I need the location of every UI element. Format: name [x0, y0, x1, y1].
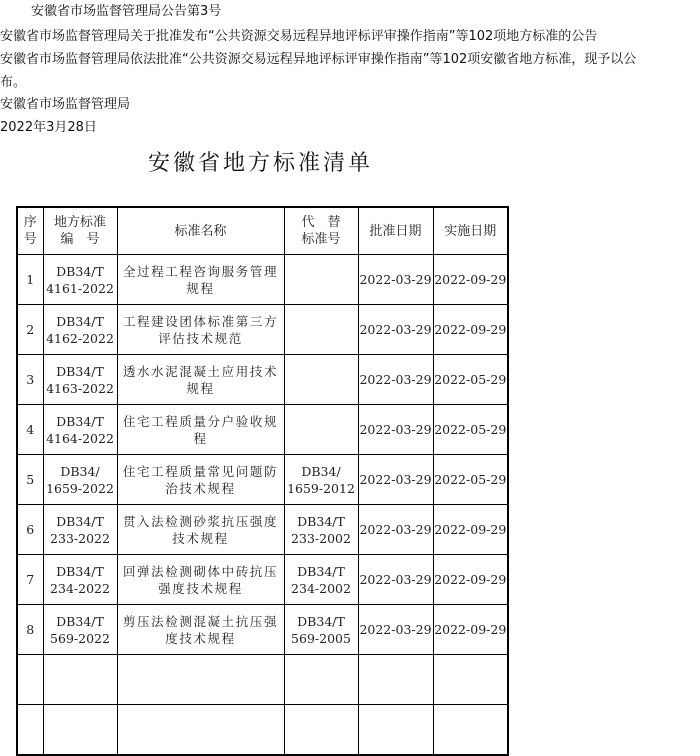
- notice-number: 安徽省市场监督管理局公告第3号: [31, 4, 222, 19]
- cell-name: 住宅工程质量分户验收规程: [117, 405, 284, 455]
- cell-seq: 1: [17, 255, 43, 305]
- cell-implement-date: 2022-05-29: [433, 455, 508, 505]
- cell-approve-date: 2022-03-29: [358, 505, 433, 555]
- cell-replace: DB34/T 569-2005: [284, 605, 358, 655]
- cell-approve-date: 2022-03-29: [358, 555, 433, 605]
- cell-code: DB34/T 4161-2022: [43, 255, 117, 305]
- header-code: 地方标准 编 号: [43, 207, 117, 255]
- table-row: [17, 555, 508, 605]
- cell-implement-date: 2022-09-29: [433, 505, 508, 555]
- issuing-organization: 安徽省市场监督管理局: [0, 97, 131, 112]
- cell-approve-date: 2022-03-29: [358, 305, 433, 355]
- cell-seq: 8: [17, 605, 43, 655]
- document-title: 安徽省地方标准清单: [147, 151, 373, 176]
- cell-code: DB34/T 4163-2022: [43, 355, 117, 405]
- cell-name: 贯入法检测砂浆抗压强度技术规程: [117, 505, 284, 555]
- notice-body-line-2: 布。: [0, 75, 27, 90]
- empty-cell: [433, 705, 508, 755]
- cell-code: DB34/T 233-2022: [43, 505, 117, 555]
- cell-implement-date: 2022-09-29: [433, 555, 508, 605]
- header-approve-date: 批准日期: [358, 207, 433, 255]
- cell-approve-date: 2022-03-29: [358, 405, 433, 455]
- notice-title: 安徽省市场监督管理局关于批准发布“公共资源交易远程异地评标评审操作指南”等102项地方标准的公告: [0, 29, 598, 44]
- cell-implement-date: 2022-09-29: [433, 605, 508, 655]
- cell-replace: [284, 305, 358, 355]
- cell-implement-date: 2022-05-29: [433, 405, 508, 455]
- table-row: [17, 255, 508, 305]
- cell-name: 工程建设团体标准第三方评估技术规范: [117, 305, 284, 355]
- header-implement-date: 实施日期: [433, 207, 508, 255]
- cell-approve-date: 2022-03-29: [358, 605, 433, 655]
- table-row: [17, 605, 508, 655]
- cell-name: 回弹法检测砌体中砖抗压强度技术规程: [117, 555, 284, 605]
- empty-cell: [43, 705, 117, 755]
- table-row-empty: [17, 705, 508, 755]
- cell-replace: DB34/ 1659-2012: [284, 455, 358, 505]
- empty-cell: [284, 655, 358, 705]
- cell-code: DB34/T 234-2022: [43, 555, 117, 605]
- empty-cell: [358, 705, 433, 755]
- empty-cell: [284, 705, 358, 755]
- cell-replace: [284, 405, 358, 455]
- cell-code: DB34/ 1659-2022: [43, 455, 117, 505]
- table-row-empty: [17, 655, 508, 705]
- table-body: [17, 255, 508, 755]
- empty-cell: [17, 705, 43, 755]
- cell-name: 剪压法检测混凝土抗压强度技术规程: [117, 605, 284, 655]
- table-row: [17, 305, 508, 355]
- table-row: [17, 405, 508, 455]
- cell-code: DB34/T 569-2022: [43, 605, 117, 655]
- empty-cell: [117, 705, 284, 755]
- cell-code: DB34/T 4162-2022: [43, 305, 117, 355]
- empty-cell: [17, 655, 43, 705]
- table-row: [17, 355, 508, 405]
- cell-seq: 6: [17, 505, 43, 555]
- table-row: [17, 505, 508, 555]
- cell-seq: 4: [17, 405, 43, 455]
- cell-implement-date: 2022-05-29: [433, 355, 508, 405]
- cell-approve-date: 2022-03-29: [358, 355, 433, 405]
- cell-name: 全过程工程咨询服务管理规程: [117, 255, 284, 305]
- standards-table: [16, 206, 509, 756]
- empty-cell: [358, 655, 433, 705]
- cell-seq: 3: [17, 355, 43, 405]
- header-seq: 序 号: [17, 207, 43, 255]
- cell-seq: 2: [17, 305, 43, 355]
- notice-date: 2022年3月28日: [0, 120, 97, 135]
- cell-code: DB34/T 4164-2022: [43, 405, 117, 455]
- cell-implement-date: 2022-09-29: [433, 255, 508, 305]
- cell-seq: 7: [17, 555, 43, 605]
- table-row: [17, 455, 508, 505]
- cell-replace: [284, 355, 358, 405]
- header-replace: 代 替 标准号: [284, 207, 358, 255]
- cell-approve-date: 2022-03-29: [358, 455, 433, 505]
- header-name: 标准名称: [117, 207, 284, 255]
- cell-seq: 5: [17, 455, 43, 505]
- table-header-row: [17, 207, 508, 255]
- cell-replace: DB34/T 234-2002: [284, 555, 358, 605]
- cell-replace: DB34/T 233-2002: [284, 505, 358, 555]
- cell-implement-date: 2022-09-29: [433, 305, 508, 355]
- empty-cell: [433, 655, 508, 705]
- notice-body-line-1: 安徽省市场监督管理局依法批准“公共资源交易远程异地评标评审操作指南”等102项安徽省地方标准，现予以公: [0, 52, 637, 67]
- cell-name: 住宅工程质量常见问题防治技术规程: [117, 455, 284, 505]
- cell-replace: [284, 255, 358, 305]
- cell-approve-date: 2022-03-29: [358, 255, 433, 305]
- empty-cell: [43, 655, 117, 705]
- cell-name: 透水水泥混凝土应用技术规程: [117, 355, 284, 405]
- empty-cell: [117, 655, 284, 705]
